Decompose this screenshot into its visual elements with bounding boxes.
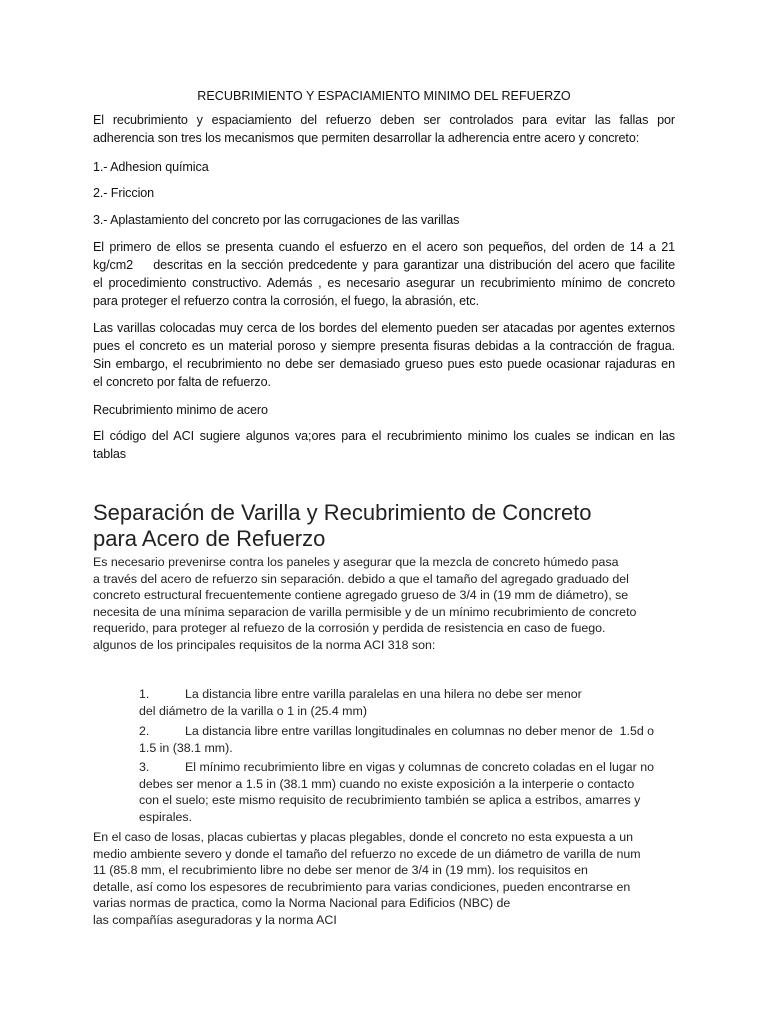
paragraph-line: tablas xyxy=(93,447,127,461)
body-line: las compañías aseguradoras y la norma ACI xyxy=(93,912,337,927)
intro-line: adherencia son tres los mecanismos que permiten desarrollar la adherencia entre acero y concreto: xyxy=(93,131,640,145)
requirement-first-line xyxy=(93,759,693,776)
body-line: varias normas de practica, como la Norma Nacional para Edificios (NBC) de xyxy=(93,896,511,910)
body-line: En el caso de losas, placas cubiertas y placas plegables, donde el concreto no esta expuesta a un xyxy=(93,830,634,844)
paragraph-line: El primero de ellos se presenta cuando el esfuerzo en el acero son pequeños, del orden de 14 a 21 xyxy=(93,240,675,254)
paragraph-line: el procedimiento constructivo. Además , es necesario asegurar un recubrimiento mínimo de concreto xyxy=(93,276,675,290)
body-line: 11 (85.8 mm, el recubrimiento libre no debe ser menor de 3/4 in (19 mm). los requisitos en xyxy=(93,863,588,877)
heading-line: Separación de Varilla y Recubrimiento de Concreto xyxy=(93,500,592,525)
requirement-continuation: con el suelo; este mismo requisito de recubrimiento también se aplica a estribos, amarres y xyxy=(139,793,641,807)
requirement-continuation: debes ser menor a 1.5 in (38.1 mm) cuando no existe exposición a la interperie o contacto xyxy=(139,776,635,791)
body-paragraph-slabs xyxy=(93,829,693,928)
body-line: detalle, así como los espesores de recubrimiento para varias condiciones, pueden encontrarse en xyxy=(93,879,631,894)
requirement-item xyxy=(93,686,693,719)
mechanism-item: 2.- Friccion xyxy=(93,186,155,200)
body-line: algunos de los principales requisitos de la norma ACI 318 son: xyxy=(93,637,436,652)
paragraph-edge-bars xyxy=(93,319,675,391)
paragraph-line: el concreto por falta de refuerzo. xyxy=(93,375,271,389)
paragraph-line: pues el concreto es un material poroso y siempre presenta fisuras debidas a la contracción de fragua. xyxy=(93,339,675,353)
requirement-number: 2. xyxy=(139,724,150,738)
subtitle-min-cover: Recubrimiento minimo de acero xyxy=(93,403,268,417)
requirement-item xyxy=(93,723,693,756)
requirement-continuation: del diámetro de la varilla o 1 in (25.4 mm) xyxy=(139,703,367,718)
requirement-text: La distancia libre entre varilla paralelas en una hilera no debe ser menor xyxy=(185,687,582,701)
paragraph-aci-code xyxy=(93,427,675,463)
body-line: requerido, para proteger al refuezo de la corrosión y perdida de resistencia en caso de fuego. xyxy=(93,621,606,635)
requirement-first-line xyxy=(93,723,693,740)
intro-paragraph xyxy=(93,111,675,147)
requirement-item xyxy=(93,759,693,825)
requirement-continuation: 1.5 in (38.1 mm). xyxy=(139,740,233,755)
body-line: concreto estructural frecuentemente contiene agregado grueso de 3/4 in (19 mm de diámetro), se xyxy=(93,588,629,602)
mechanism-item: 1.- Adhesion química xyxy=(93,160,209,174)
paragraph-first-mechanism xyxy=(93,238,675,310)
paragraph-line: Sin embargo, el recubrimiento no debe ser demasiado grueso pues esto puede ocasionar rajaduras en xyxy=(93,357,675,371)
requirement-first-line xyxy=(93,686,693,703)
body-line: a través del acero de refuerzo sin separación. debido a que el tamaño del agregado graduado del xyxy=(93,571,629,586)
body-line: necesita de una mínima separacion de varilla permisible y de un mínimo recubrimiento de concreto xyxy=(93,604,637,619)
requirement-text: El mínimo recubrimiento libre en vigas y columnas de concreto coladas en el lugar no xyxy=(185,760,655,774)
heading-line: para Acero de Refuerzo xyxy=(93,526,326,551)
document-title: RECUBRIMIENTO Y ESPACIAMIENTO MINIMO DEL REFUERZO xyxy=(197,89,571,103)
body-paragraph-intro xyxy=(93,554,693,653)
mechanism-item: 3.- Aplastamiento del concreto por las corrugaciones de las varillas xyxy=(93,213,460,227)
requirement-continuation: espirales. xyxy=(139,809,193,824)
body-line: medio ambiente severo y donde el tamaño del refuerzo no excede de un diámetro de varilla de num xyxy=(93,846,641,861)
section-heading xyxy=(93,500,693,552)
paragraph-line: kg/cm2 descritas en la sección predcedente y para garantizar una distribución del acero que facilite xyxy=(93,258,675,272)
intro-line: El recubrimiento y espaciamiento del refuerzo deben ser controlados para evitar las fallas por xyxy=(93,113,675,127)
requirement-text: La distancia libre entre varillas longitudinales en columnas no deber menor de 1.5d o xyxy=(185,724,655,738)
requirement-number: 3. xyxy=(139,760,150,774)
paragraph-line: Las varillas colocadas muy cerca de los bordes del elemento pueden ser atacadas por agentes externos xyxy=(93,321,675,335)
paragraph-line: para proteger el refuerzo contra la corrosión, el fuego, la abrasión, etc. xyxy=(93,294,480,308)
requirement-number: 1. xyxy=(139,687,150,701)
paragraph-line: El código del ACI sugiere algunos va;ores para el recubrimiento minimo los cuales se indican en las xyxy=(93,429,675,443)
body-line: Es necesario prevenirse contra los paneles y asegurar que la mezcla de concreto húmedo pasa xyxy=(93,555,619,569)
